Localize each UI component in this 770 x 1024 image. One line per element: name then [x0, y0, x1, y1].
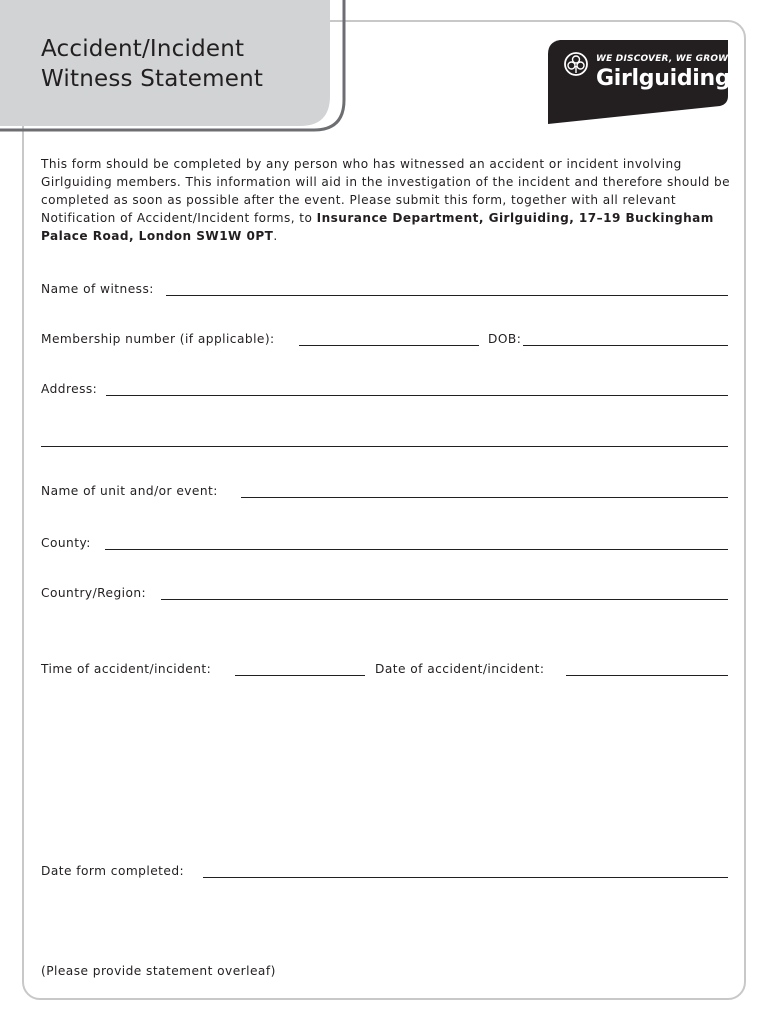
country-region-field[interactable] [161, 599, 728, 600]
date-completed-field[interactable] [203, 877, 728, 878]
witness-name-label: Name of witness: [41, 282, 154, 296]
intro-text: This form should be completed by any person who has witnessed an accident or incident involving Girlguiding members. This information will aid in the investigation of the incident and therefore should be completed as soon as possible after the event. Please submit this form, together with all relevant Notification of Accident/Incident forms, to [41, 157, 731, 225]
intro-address: Insurance Department, Girlguiding, 17–19 Buckingham Palace Road, London SW1W 0PT [41, 211, 714, 243]
logo-tagline: WE DISCOVER, WE GROW [596, 54, 729, 64]
address-field-line-2[interactable] [41, 446, 728, 447]
unit-event-label: Name of unit and/or event: [41, 484, 218, 498]
country-region-label: Country/Region: [41, 586, 147, 600]
unit-event-field[interactable] [241, 497, 728, 498]
title-line-1: Accident/Incident [41, 36, 245, 62]
date-completed-label: Date form completed: [41, 864, 185, 878]
dob-label: DOB: [488, 332, 522, 346]
intro-paragraph [41, 155, 735, 245]
date-of-incident-field[interactable] [566, 675, 728, 676]
county-label: County: [41, 536, 91, 550]
membership-number-label: Membership number (if applicable): [41, 332, 275, 346]
witness-name-field[interactable] [166, 295, 728, 296]
membership-number-field[interactable] [299, 345, 479, 346]
dob-field[interactable] [523, 345, 728, 346]
address-label: Address: [41, 382, 98, 396]
date-of-incident-label: Date of accident/incident: [375, 662, 545, 676]
intro-end: . [273, 229, 278, 243]
time-of-incident-field[interactable] [235, 675, 365, 676]
time-of-incident-label: Time of accident/incident: [41, 662, 212, 676]
page-title [41, 34, 263, 94]
logo-name: Girlguiding [596, 66, 731, 91]
overleaf-note: (Please provide statement overleaf) [41, 964, 276, 978]
title-line-2: Witness Statement [41, 66, 264, 92]
county-field[interactable] [105, 549, 728, 550]
address-field-line-1[interactable] [106, 395, 728, 396]
